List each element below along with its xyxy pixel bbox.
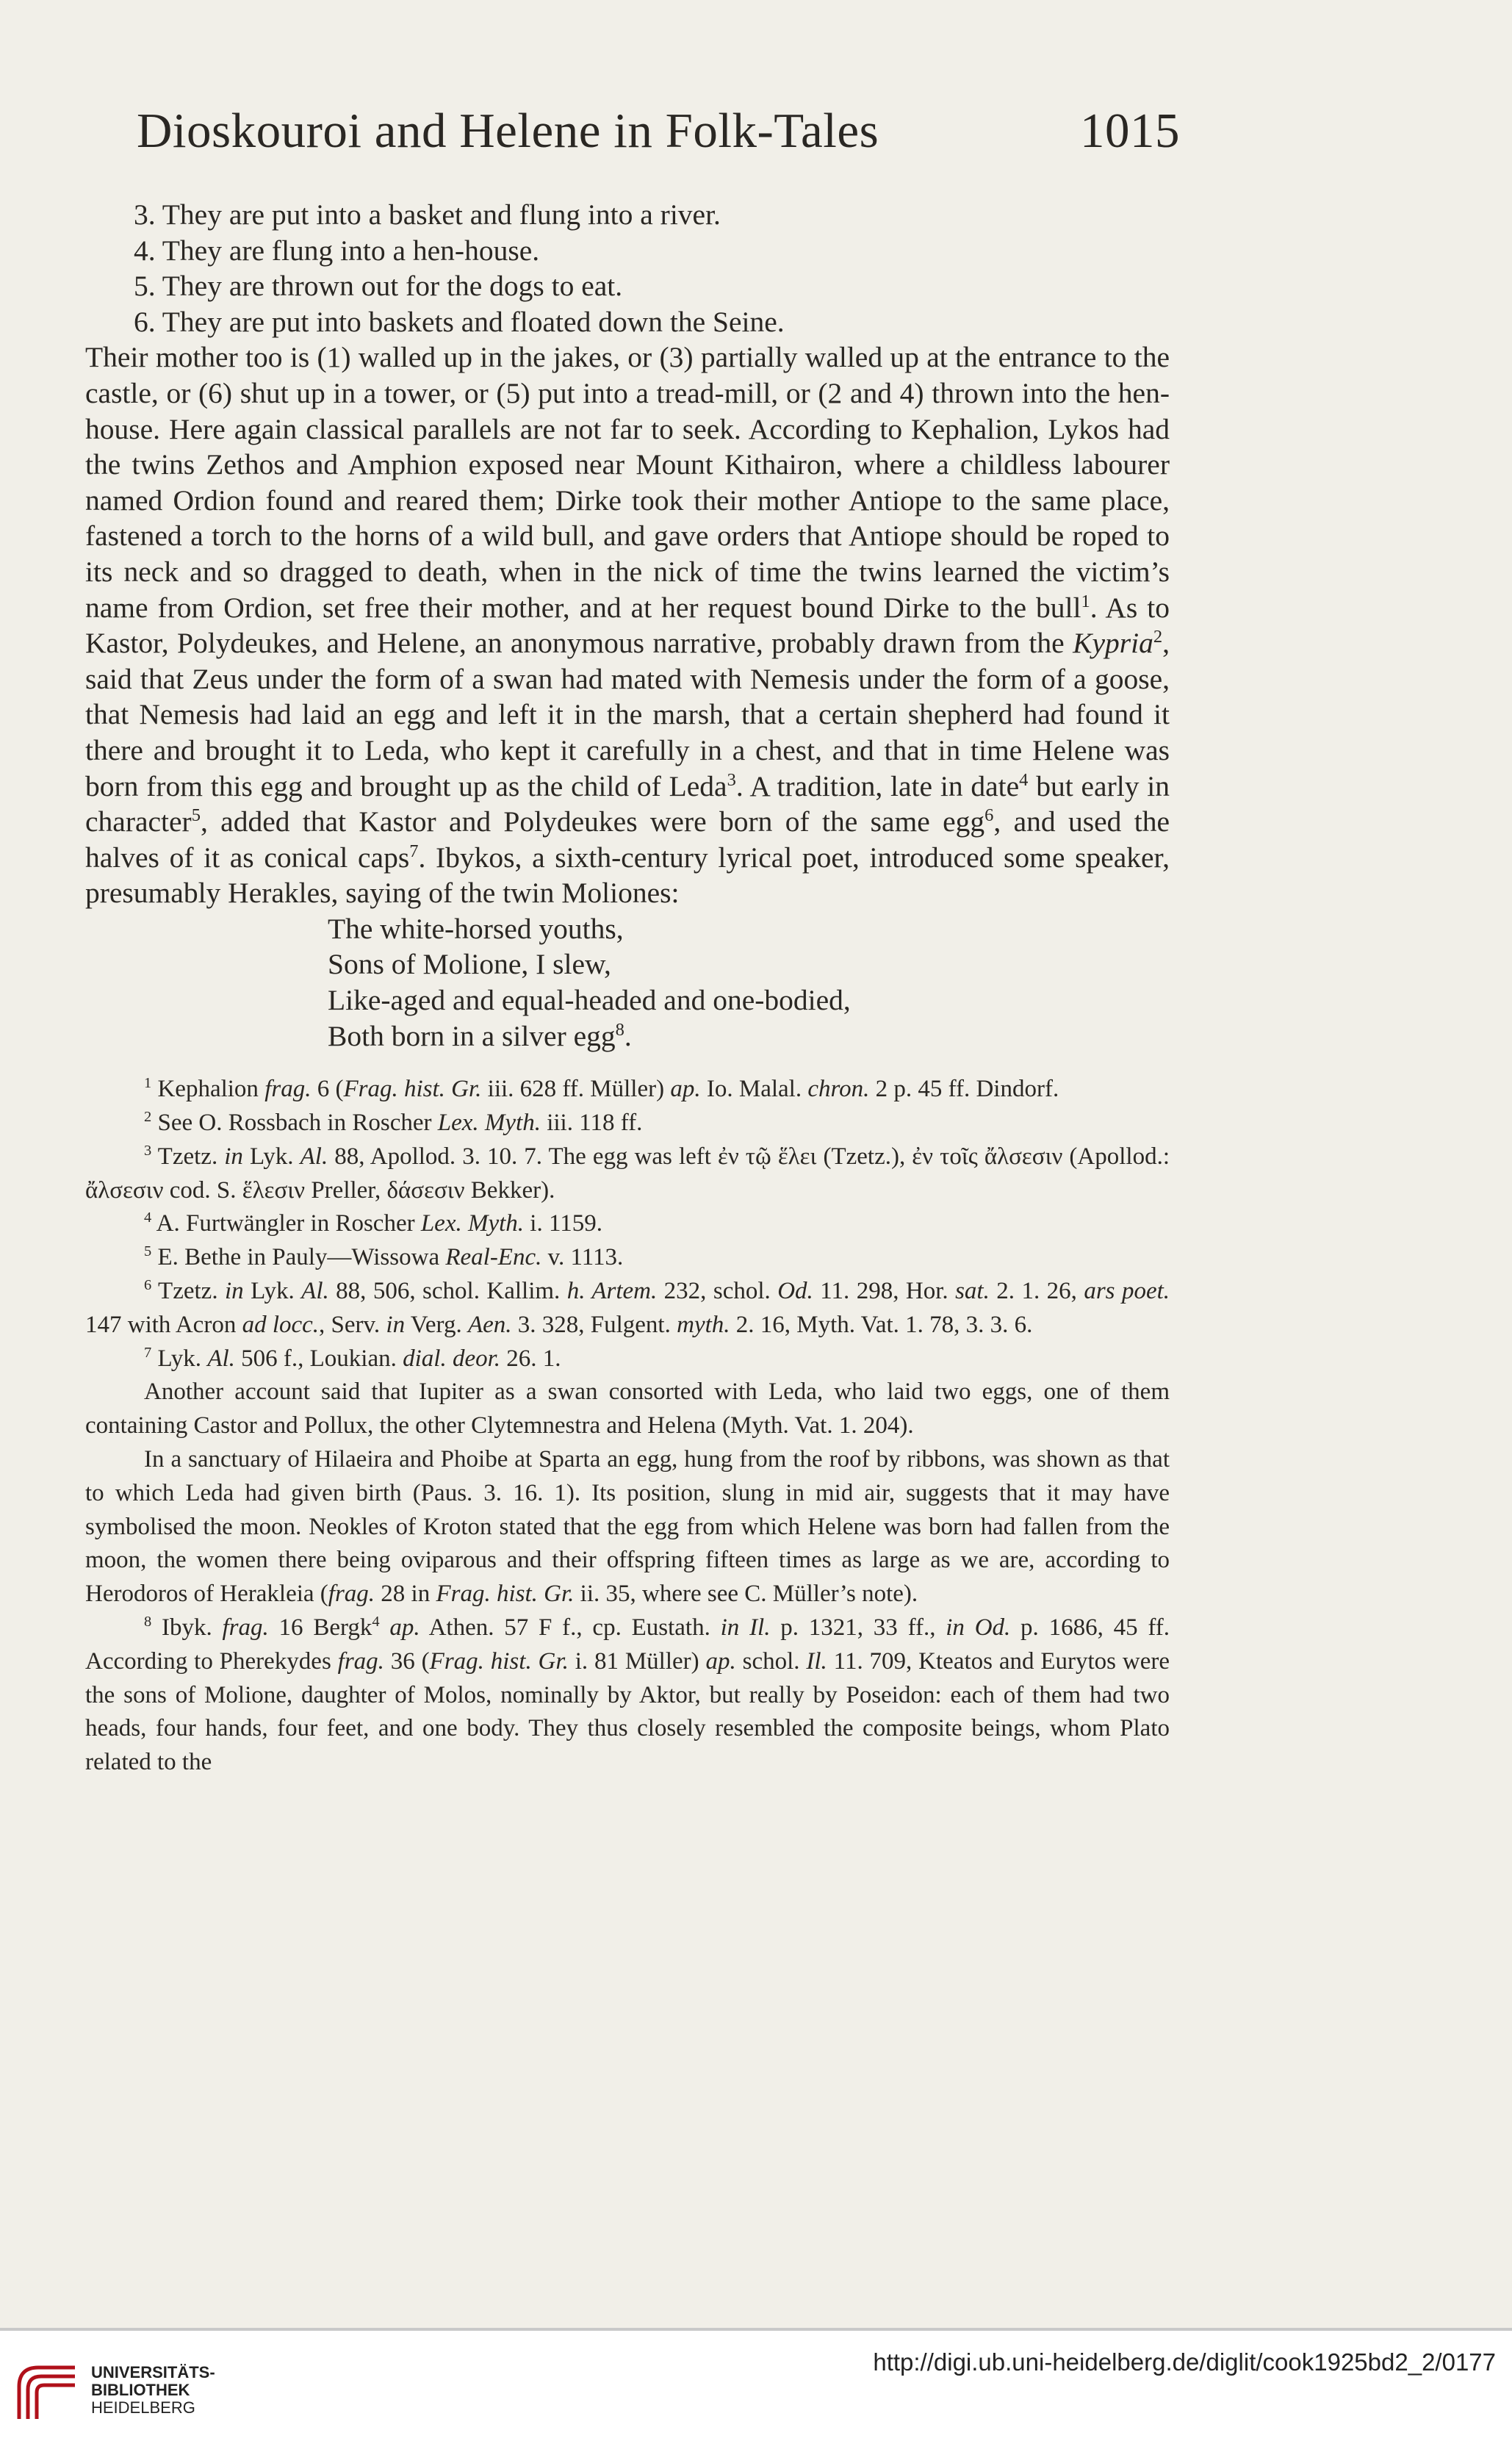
list-item: 5. They are thrown out for the dogs to eat. xyxy=(134,270,623,303)
permalink-url[interactable]: http://digi.ub.uni-heidelberg.de/diglit/cook1925bd2_2/0177 xyxy=(873,2348,1496,2376)
list-item: 4. They are flung into a hen-house. xyxy=(134,234,540,267)
footnote-6: $^6$ Tzetz. in Lyk. Al. 88, 506, schol. Kallim. h. Artem. 232, schol. Od. 11. 298, Hor. sat. 2. 1. 26, ars poet. 147 with Acron ad locc., Serv. in Verg. Aen. 3. 328, Fulgent. myth. 2. 16, Myth. Vat. 1. 78, 3. 3. 6. xyxy=(85,1277,1170,1338)
footnote-1: $^1$ Kephalion frag. 6 (Frag. hist. Gr. iii. 628 ff. Müller) ap. Io. Malal. chron. 2 p. 45 ff. Dindorf. xyxy=(144,1075,1059,1103)
numbered-list xyxy=(85,197,1170,339)
footnote-8: $^8$ Ibyk. frag. 16 Bergk$^4$ ap. Athen. 57 F f., cp. Eustath. in Il. p. 1321, 33 ff., in Od. p. 1686, 45 ff. According to Pherekydes frag. 36 (Frag. hist. Gr. i. 81 Müller) ap. schol. Il. 11. 709, Kteatos and Eurytos were the sons of Molione, daughter of Molos, nominally by Aktor, but really by Poseidon: each of them had two heads, four hands, four feet, and one body. They thus closely resembled the composite beings, whom Plato related to the xyxy=(85,1614,1170,1776)
list-item: 6. They are put into baskets and floated down the Seine. xyxy=(134,305,785,338)
footnote-ref: 7 xyxy=(409,841,419,861)
running-title: Dioskouroi and Helene in Folk-Tales xyxy=(137,104,879,158)
body-paragraph: Their mother too is (1) walled up in the jakes, or (3) partially walled up at the entrance to the castle, or (6) shut up in a tower, or (5) put into a tread-mill, or (2 and 4) thrown into the hen-house. Here again classical parallels are not far to seek. According to Kephalion, Lykos had the twins Zethos and Amphion exposed near Mount Kithairon, where a childless labourer named Ordion found and reared them; Dirke took their mother Antiope to the same place, fastened a torch to the horns of a wild bull, and gave orders that Antiope should be roped to its neck and so dragged to death, when in the nick of time the twins learned the victim’s name from Ordion, set free their mother, and at her request bound Dirke to the bull$^1$. As to Kastor, Polydeukes, and Helene, an anonymous narrative, probably drawn from the Kypria$^2$, said that Zeus under the form of a swan had mated with Nemesis under the form of a goose, that Nemesis had laid an egg and left it in the marsh, that a certain shepherd had found it there and brought it to Leda, who kept it carefully in a chest, and that in time Helene was born from this egg and brought up as the child of Leda$^3$. A tradition, late in date$^4$ but early in character$^5$, added that Kastor and Polydeukes were born of the same egg$^6$, and used the halves of it as conical caps$^7$. Ibykos, a sixth-century lyrical poet, introduced some speaker, presumably Herakles, saying of the twin Moliones: xyxy=(85,341,1170,910)
footnote-ref: 1 xyxy=(1081,591,1090,611)
footnote-4: $^4$ A. Furtwängler in Roscher Lex. Myth. i. 1159. xyxy=(144,1209,602,1237)
footnote-5: $^5$ E. Bethe in Pauly—Wissowa Real-Enc. v. 1113. xyxy=(144,1243,624,1271)
footnote-ref: 6 xyxy=(984,805,994,825)
verse-quotation xyxy=(85,911,1170,1054)
footnote-2: $^2$ See O. Rossbach in Roscher Lex. Myth. iii. 118 ff. xyxy=(144,1109,643,1137)
page-number: 1015 xyxy=(1080,104,1180,158)
list-item: 3. They are put into a basket and flung into a river. xyxy=(134,198,721,231)
footnote-7: $^7$ Lyk. Al. 506 f., Loukian. dial. deor. 26. 1. xyxy=(144,1344,561,1372)
footnote-ref: 2 xyxy=(1153,626,1163,647)
verse-line: Both born in a silver egg$^8$. xyxy=(328,1019,632,1052)
verse-line: Sons of Molione, I slew, xyxy=(328,948,611,981)
verse-line: Like-aged and equal-headed and one-bodied, xyxy=(328,984,851,1017)
footnote-paragraph: Another account said that Iupiter as a swan consorted with Leda, who laid two eggs, one of them containing Castor and Pollux, the other Clytemnestra and Helena (Myth. Vat. 1. 204). xyxy=(85,1378,1170,1439)
footnote-ref: 8 xyxy=(615,1019,624,1040)
footnote-ref: 4 xyxy=(1019,769,1029,790)
verse-line: The white-horsed youths, xyxy=(328,912,624,945)
library-name[interactable]: UNIVERSITÄTS- BIBLIOTHEK HEIDELBERG xyxy=(91,2363,215,2417)
running-header xyxy=(137,103,1180,159)
footnote-ref: 3 xyxy=(727,769,736,790)
footnotes xyxy=(85,1073,1170,1780)
footnote-3: $^3$ Tzetz. in Lyk. Al. 88, Apollod. 3. 10. 7. The egg was left ἐν τῷ ἕλει (Tzetz.), ἐν τοῖς ἄλσεσιν (Apollod.: ἄλσεσιν cod. S. ἕλεσιν Preller, δάσεσιν Bekker). xyxy=(85,1142,1170,1204)
footnote-ref: 5 xyxy=(191,805,201,825)
main-text xyxy=(85,197,1170,1780)
ub-heidelberg-logo-icon[interactable] xyxy=(13,2357,81,2425)
footnote-paragraph: In a sanctuary of Hilaeira and Phoibe at Sparta an egg, hung from the roof by ribbons, was shown as that to which Leda had given birth (Paus. 3. 16. 1). Its position, slung in mid air, suggests that it may have symbolised the moon. Neokles of Kroton stated that the egg from which Helene was born had fallen from the moon, the women there being oviparous and their offspring fifteen times as large as we are, according to Herodoros of Herakleia (frag. 28 in Frag. hist. Gr. ii. 35, where see C. Müller’s note). xyxy=(85,1446,1170,1608)
digitization-footer xyxy=(0,2328,1512,2441)
